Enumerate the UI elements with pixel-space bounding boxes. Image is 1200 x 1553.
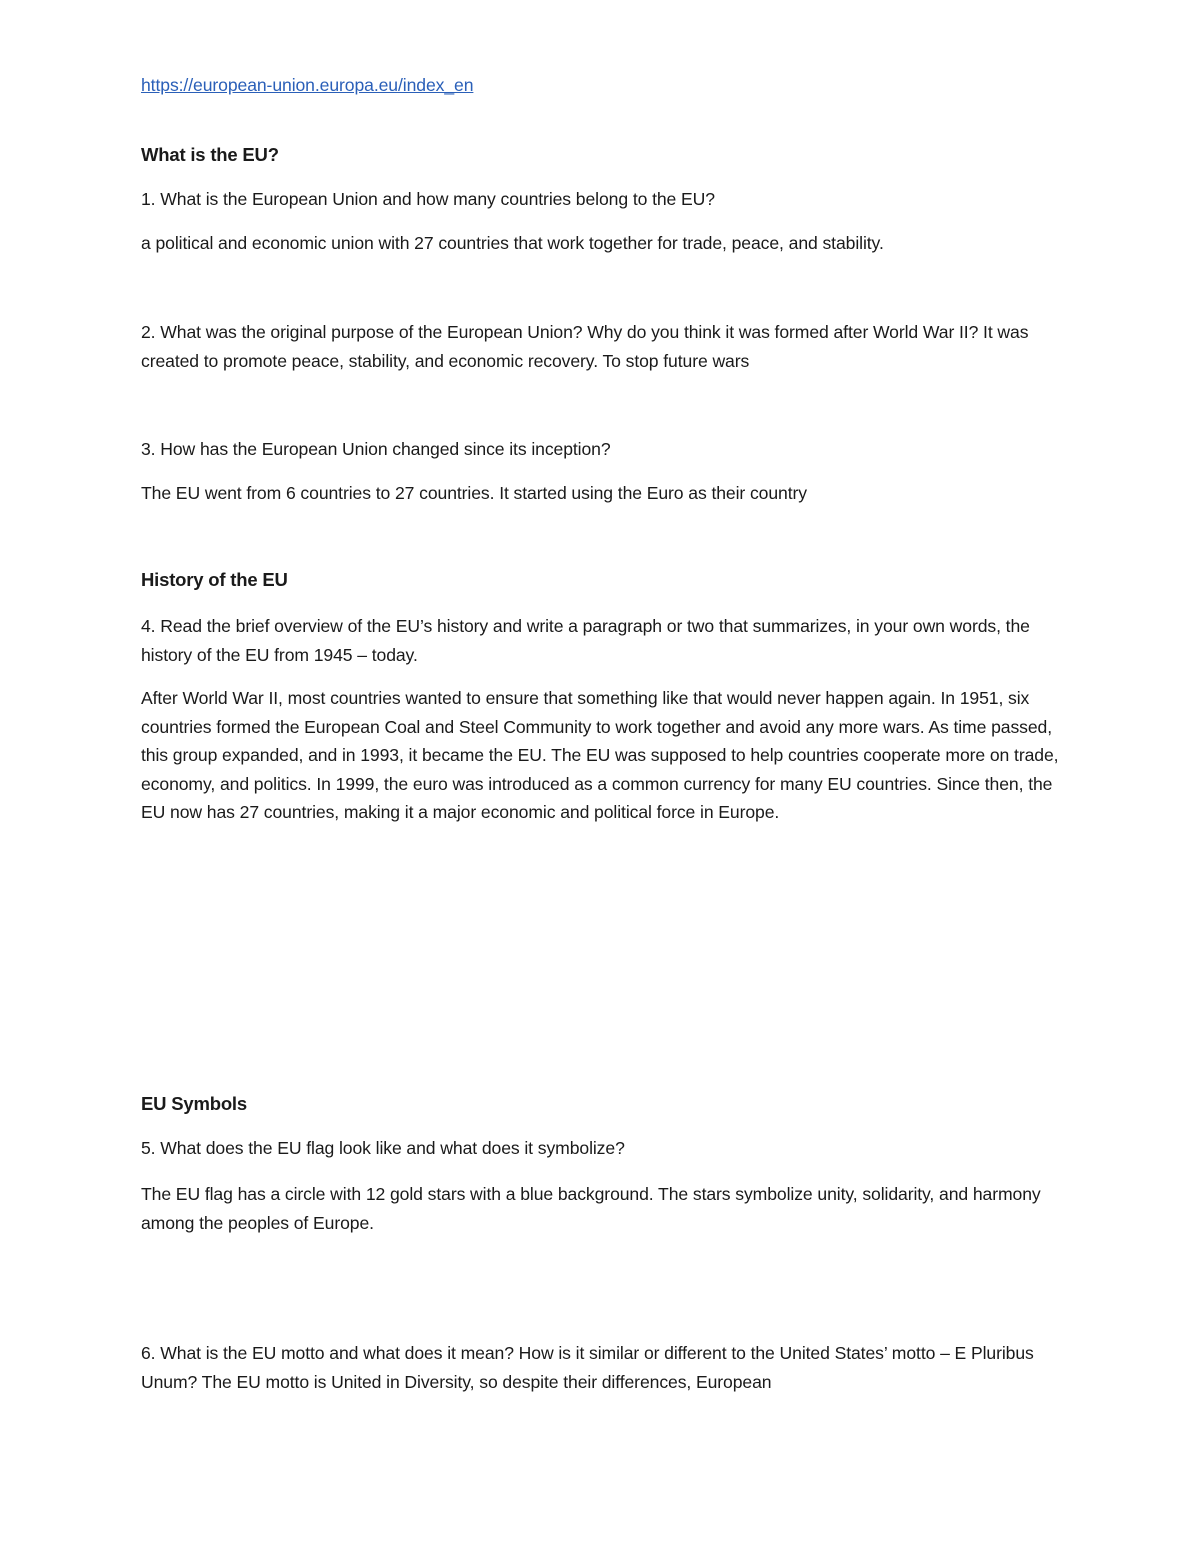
answer-4: After World War II, most countries wanted to ensure that something like that would never happen again. In 1951, six countries formed the European Coal and Steel Community to work together and avoid any more wars. As time passed, this group expanded, and in 1993, it became the EU. The EU was supposed to help countries cooperate more on trade, economy, and politics. In 1999, the euro was introduced as a common currency for many EU countries. Since then, the EU now has 27 countries, making it a major economic and political force in Europe. (141, 688, 1059, 822)
question-1: 1. What is the European Union and how many countries belong to the EU? (141, 189, 715, 209)
heading-history-of-eu: History of the EU (141, 569, 288, 590)
answer-3: The EU went from 6 countries to 27 countries. It started using the Euro as their country (141, 483, 807, 503)
question-3: 3. How has the European Union changed since its inception? (141, 439, 611, 459)
question-6: 6. What is the EU motto and what does it mean? How is it similar or different to the United States’ motto – E Pluribus Unum? The EU motto is United in Diversity, so despite their differences, European (141, 1343, 1034, 1392)
question-2: 2. What was the original purpose of the European Union? Why do you think it was formed after World War II? It was created to promote peace, stability, and economic recovery. To stop future wars (141, 322, 1029, 371)
question-5: 5. What does the EU flag look like and what does it symbolize? (141, 1138, 625, 1158)
source-link[interactable]: https://european-union.europa.eu/index_en (141, 75, 474, 95)
answer-1: a political and economic union with 27 countries that work together for trade, peace, and stability. (141, 233, 884, 253)
heading-what-is-eu: What is the EU? (141, 144, 279, 165)
question-4: 4. Read the brief overview of the EU’s history and write a paragraph or two that summarizes, in your own words, the history of the EU from 1945 – today. (141, 616, 1030, 665)
answer-5: The EU flag has a circle with 12 gold stars with a blue background. The stars symbolize unity, solidarity, and harmony among the peoples of Europe. (141, 1184, 1041, 1233)
heading-eu-symbols: EU Symbols (141, 1093, 247, 1114)
